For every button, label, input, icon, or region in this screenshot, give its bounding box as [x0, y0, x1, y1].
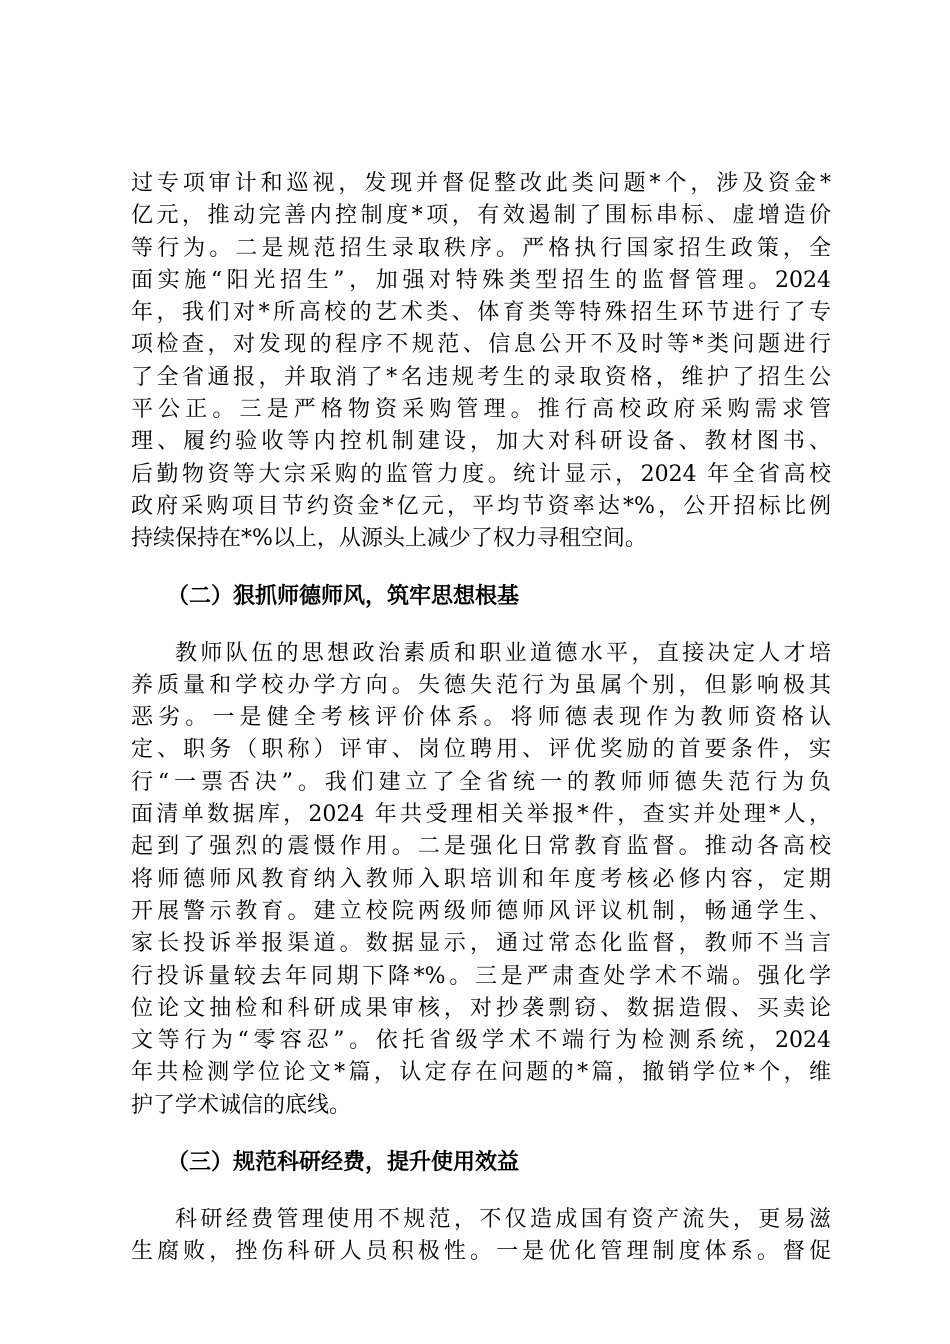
- paragraph-line: 位论文抽检和科研成果审核，对抄袭剽窃、数据造假、买卖论: [131, 995, 831, 1021]
- paragraph-line: 年共检测学位论文*篇，认定存在问题的*篇，撤销学位*个，维: [131, 1060, 831, 1086]
- paragraph-line: 护了学术诚信的底线。: [131, 1092, 352, 1118]
- paragraph-line: 面清单数据库，2024 年共受理相关举报*件，查实并处理*人，: [131, 802, 831, 828]
- paragraph-line: 行投诉量较去年同期下降*%。三是严肃查处学术不端。强化学: [131, 963, 831, 989]
- paragraph-line: 等行为。二是规范招生录取秩序。严格执行国家招生政策，全: [131, 235, 831, 261]
- paragraph-line: 文等行为“零容忍”。依托省级学术不端行为检测系统，2024: [131, 1028, 831, 1054]
- section-heading-3: （三）规范科研经费，提升使用效益: [167, 1150, 520, 1176]
- paragraph-line: 持续保持在*%以上，从源头上减少了权力寻租空间。: [131, 526, 647, 552]
- paragraph-line: 开展警示教育。建立校院两级师德师风评议机制，畅通学生、: [131, 898, 831, 924]
- spacer: [131, 1122, 831, 1147]
- paragraph-line: 政府采购项目节约资金*亿元，平均节资率达*%，公开招标比例: [131, 493, 831, 519]
- paragraph-line: 过专项审计和巡视，发现并督促整改此类问题*个，涉及资金*: [131, 171, 831, 196]
- paragraph-line: 起到了强烈的震慑作用。二是强化日常教育监督。推动各高校: [131, 834, 831, 860]
- paragraph-line: 后勤物资等大宗采购的监管力度。统计显示，2024 年全省高校: [131, 461, 831, 487]
- paragraph-line: 教师队伍的思想政治素质和职业道德水平，直接决定人才培: [175, 640, 831, 666]
- paragraph-line: 恶劣。一是健全考核评价体系。将师德表现作为教师资格认: [131, 705, 831, 731]
- paragraph-3: [131, 1204, 831, 1269]
- spacer: [131, 1179, 831, 1204]
- paragraph-line: 理、履约验收等内控机制建设，加大对科研设备、教材图书、: [131, 429, 831, 455]
- paragraph-1: [131, 168, 831, 556]
- paragraph-line: 项检查，对发现的程序不规范、信息公开不及时等*类问题进行: [131, 332, 831, 358]
- paragraph-line: 面实施“阳光招生”，加强对特殊类型招生的监督管理。2024: [131, 267, 831, 293]
- paragraph-line: 行“一票否决”。我们建立了全省统一的教师师德失范行为负: [131, 769, 831, 795]
- paragraph-line: 年，我们对*所高校的艺术类、体育类等特殊招生环节进行了专: [131, 300, 831, 326]
- paragraph-line: 平公正。三是严格物资采购管理。推行高校政府采购需求管: [131, 397, 831, 423]
- paragraph-line: 科研经费管理使用不规范，不仅造成国有资产流失，更易滋: [175, 1207, 831, 1233]
- paragraph-line: 生腐败，挫伤科研人员积极性。一是优化管理制度体系。督促: [131, 1239, 831, 1265]
- paragraph-line: 亿元，推动完善内控制度*项，有效遏制了围标串标、虚增造价: [131, 203, 831, 229]
- paragraph-line: 了全省通报，并取消了*名违规考生的录取资格，维护了招生公: [131, 364, 831, 390]
- paragraph-line: 将师德师风教育纳入教师入职培训和年度考核必修内容，定期: [131, 866, 831, 892]
- paragraph-line: 家长投诉举报渠道。数据显示，通过常态化监督，教师不当言: [131, 931, 831, 957]
- paragraph-line: 定、职务（职称）评审、岗位聘用、评优奖励的首要条件，实: [131, 737, 831, 763]
- paragraph-line: 养质量和学校办学方向。失德失范行为虽属个别，但影响极其: [131, 672, 831, 698]
- document-body: [131, 168, 831, 1269]
- spacer: [131, 556, 831, 581]
- spacer: [131, 613, 831, 638]
- paragraph-2: [131, 638, 831, 1122]
- section-heading-2: （二）狠抓师德师风，筑牢思想根基: [167, 583, 520, 609]
